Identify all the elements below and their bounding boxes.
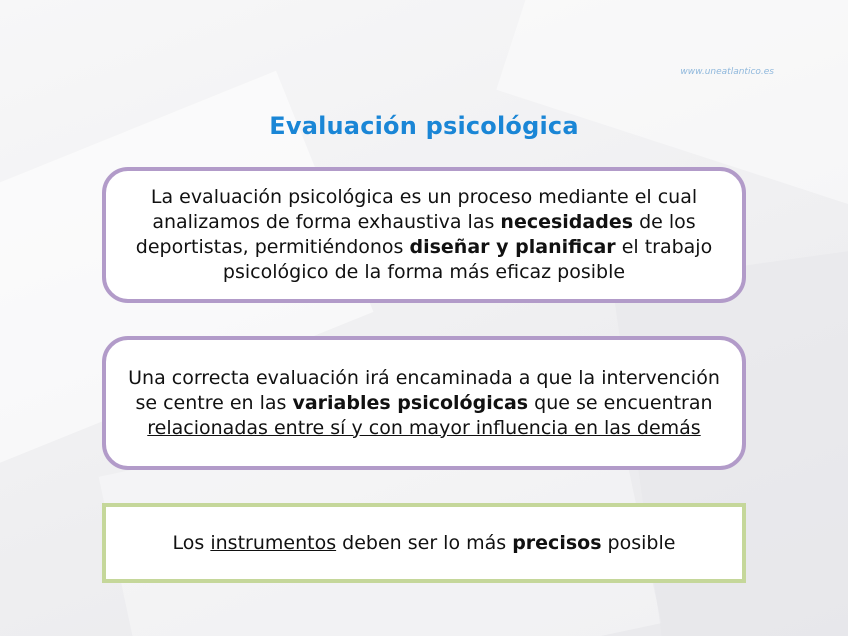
text-segment: deben ser lo más (336, 531, 513, 554)
evaluation-focus-box (102, 336, 746, 470)
website-url: www.uneatlantico.es (680, 67, 774, 77)
bold-term: necesidades (500, 211, 634, 233)
instruments-box (102, 503, 746, 583)
text-segment: La evaluación psicológica es un proceso mediante el cual analizamos de forma exhaustiva las (150, 186, 698, 233)
underlined-phrase: relacionadas entre sí y con mayor influencia en las demás (147, 416, 701, 439)
bold-term: precisos (512, 531, 602, 554)
definition-text (122, 185, 726, 285)
text-segment: Los (172, 531, 211, 554)
text-segment: posible (601, 531, 676, 554)
underlined-term: instrumentos (210, 531, 337, 554)
text-segment: Una correcta evaluación irá encaminada a que la intervención se centre en las (128, 366, 720, 414)
definition-box (102, 167, 746, 303)
slide-title: Evaluación psicológica (269, 112, 579, 140)
text-segment: el trabajo psicológico de la forma más eficaz posible (222, 236, 713, 283)
text-segment: de los deportistas, permitiéndonos (135, 211, 696, 258)
bold-term: variables psicológicas (292, 391, 529, 414)
bold-term: diseñar y planificar (409, 236, 616, 258)
text-segment: que se encuentran (528, 391, 713, 414)
evaluation-focus-text (122, 366, 726, 441)
instruments-text (173, 531, 676, 556)
